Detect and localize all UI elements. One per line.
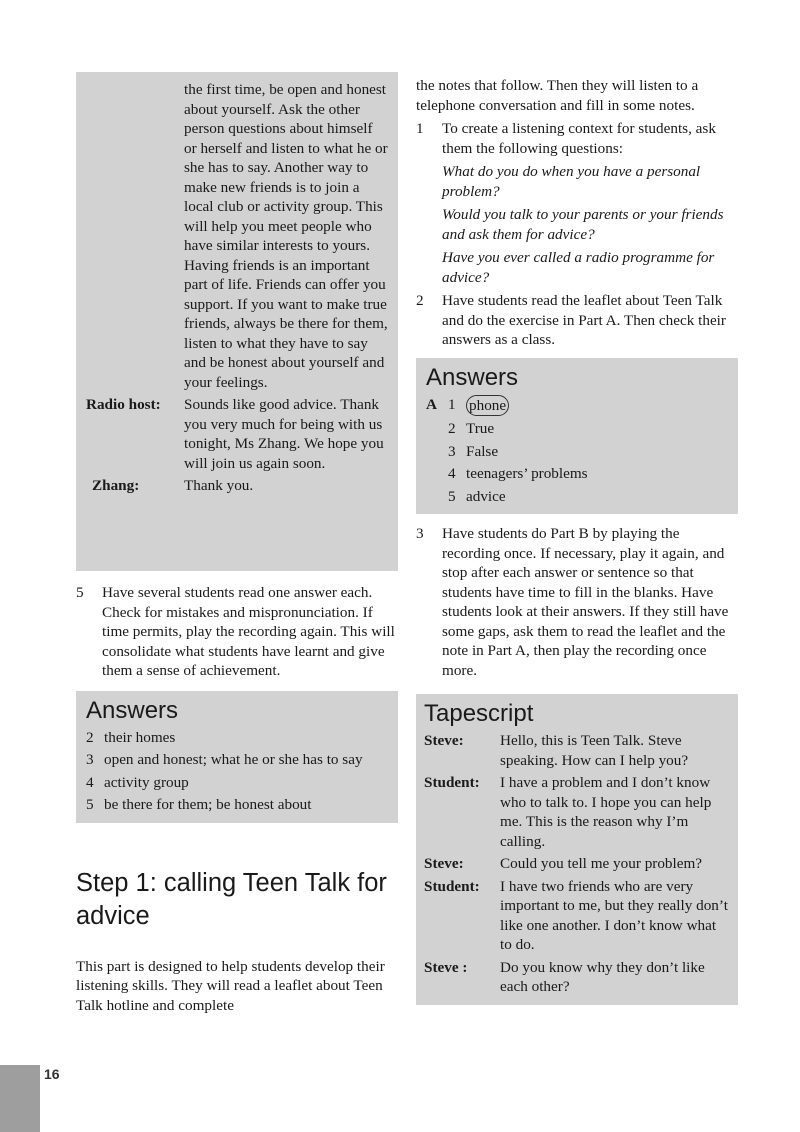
tapescript-text: Hello, this is Teen Talk. Steve speaking. How can I help you? <box>500 732 689 769</box>
dialogue-text: Thank you. <box>184 477 254 494</box>
answer-item <box>426 395 728 417</box>
item-text: Have students read the leaflet about Teen Talk and do the exercise in Part A. Then check their answers as a class. <box>442 292 726 348</box>
answer-item <box>426 464 728 484</box>
answer-text: teenagers’ problems <box>466 465 588 482</box>
answer-text: be there for them; be honest about <box>104 796 312 813</box>
question-text: Have you ever called a radio programme for advice? <box>442 249 715 286</box>
answer-item <box>86 728 388 748</box>
answer-text: True <box>466 420 495 437</box>
answer-number: 5 <box>86 796 94 813</box>
item-text: Have several students read one answer each. Check for mistakes and mispronunciation. If time permits, play the recording again. This will consolidate what students have learnt and give them a sense of achievement. <box>102 584 395 679</box>
instruction-item-2 <box>416 291 738 350</box>
answer-text: their homes <box>104 728 176 746</box>
dialogue-line <box>86 476 388 496</box>
answer-text: activity group <box>104 773 189 791</box>
instruction-item-3 <box>416 524 738 680</box>
item-text: Have students do Part B by playing the recording once. If necessary, play it again, and stop after each answer or sentence so that students have time to fill in the blanks. Have students look at their answers. If they still have some gaps, ask them to read the leaflet and the note in Part A, then play the recording once more. <box>442 525 729 679</box>
answer-item <box>86 773 388 793</box>
tapescript-text: I have a problem and I don’t know who to talk to. I hope you can help me. This is the reason why I’m calling. <box>500 774 712 850</box>
answer-number: 3 <box>86 751 94 768</box>
instruction-item-5 <box>76 583 398 681</box>
question-text: Would you talk to your parents or your friends and ask them for advice? <box>442 206 724 243</box>
section-body: This part is designed to help students develop their listening skills. They will read a leaflet about Teen Talk hotline and complete <box>76 957 385 1014</box>
item-number: 2 <box>416 292 424 309</box>
speaker-label: Steve: <box>424 855 464 872</box>
answer-item <box>86 750 388 770</box>
question-text: What do you do when you have a personal problem? <box>442 163 701 200</box>
answer-number: 4 <box>86 773 94 791</box>
tapescript-heading: Tapescript <box>424 700 534 727</box>
dialogue-text: the first time, be open and honest about yourself. Ask the other person questions about himself or herself and listen to what he or she has to say. Another way to make new friends is to join a local club or activity group. This will help you meet people who have similar interests to yours. Having friends is an important part of life. Friends can offer you support. If you want to make true friends, always be there for them, listen to what they have to say and be honest about yourself and your feelings. <box>184 81 388 391</box>
answer-item <box>426 419 728 439</box>
section-heading: Step 1: calling Teen Talk for advice <box>76 868 387 930</box>
tapescript-line <box>424 773 728 851</box>
answer-item <box>86 795 388 815</box>
speaker-label: Student: <box>424 774 480 791</box>
answer-item <box>426 487 728 507</box>
speaker-label: Steve : <box>424 958 468 976</box>
tapescript-box <box>416 694 738 1005</box>
right-column <box>416 72 738 1005</box>
tapescript-line <box>424 958 728 997</box>
dialogue-line <box>86 80 388 392</box>
instruction-item-1 <box>416 119 738 287</box>
speaker-label: Radio host: <box>86 396 161 413</box>
answer-number: 5 <box>448 487 456 505</box>
item-number: 3 <box>416 525 424 542</box>
answer-number: 4 <box>448 465 456 482</box>
answer-number: 3 <box>448 442 456 460</box>
answers-box <box>416 358 738 515</box>
answer-number: 2 <box>86 728 94 746</box>
answer-number: 1 <box>448 395 456 413</box>
tapescript-text: Could you tell me your problem? <box>500 855 703 872</box>
item-number: 1 <box>416 120 424 137</box>
page-number: 16 <box>44 1066 60 1082</box>
speaker-label: Steve: <box>424 732 464 749</box>
answer-number: 2 <box>448 420 456 437</box>
speaker-label: Zhang: <box>92 477 140 494</box>
answer-text: phone <box>466 395 509 417</box>
page-edge-bar <box>0 1065 40 1132</box>
speaker-label <box>86 80 184 392</box>
left-column <box>76 72 398 1015</box>
tapescript-line <box>424 854 728 874</box>
tapescript-text: Do you know why they don’t like each other? <box>500 958 705 995</box>
answers-heading: Answers <box>426 363 519 391</box>
tapescript-text: I have two friends who are very important to me, but they really don’t like one another. I don’t know what to do. <box>500 877 728 953</box>
tapescript-line <box>424 877 728 955</box>
speaker-label: Student: <box>424 877 480 895</box>
answers-heading: Answers <box>86 696 179 724</box>
answer-item <box>426 442 728 462</box>
answer-text: open and honest; what he or she has to say <box>104 751 363 768</box>
item-number: 5 <box>76 584 84 601</box>
dialogue-text: Sounds like good advice. Thank you very much for being with us tonight, Ms Zhang. We hope you will join us again soon. <box>184 396 384 472</box>
answer-part-label: A <box>426 395 437 413</box>
answer-text: False <box>466 442 499 460</box>
answers-box <box>76 691 398 823</box>
intro-text: the notes that follow. Then they will listen to a telephone conversation and fill in some notes. <box>416 77 699 114</box>
dialogue-box <box>76 72 398 571</box>
tapescript-line <box>424 731 728 770</box>
dialogue-line <box>86 395 388 473</box>
answer-text: advice <box>466 487 506 505</box>
item-text: To create a listening context for students, ask them the following questions: <box>442 120 716 157</box>
